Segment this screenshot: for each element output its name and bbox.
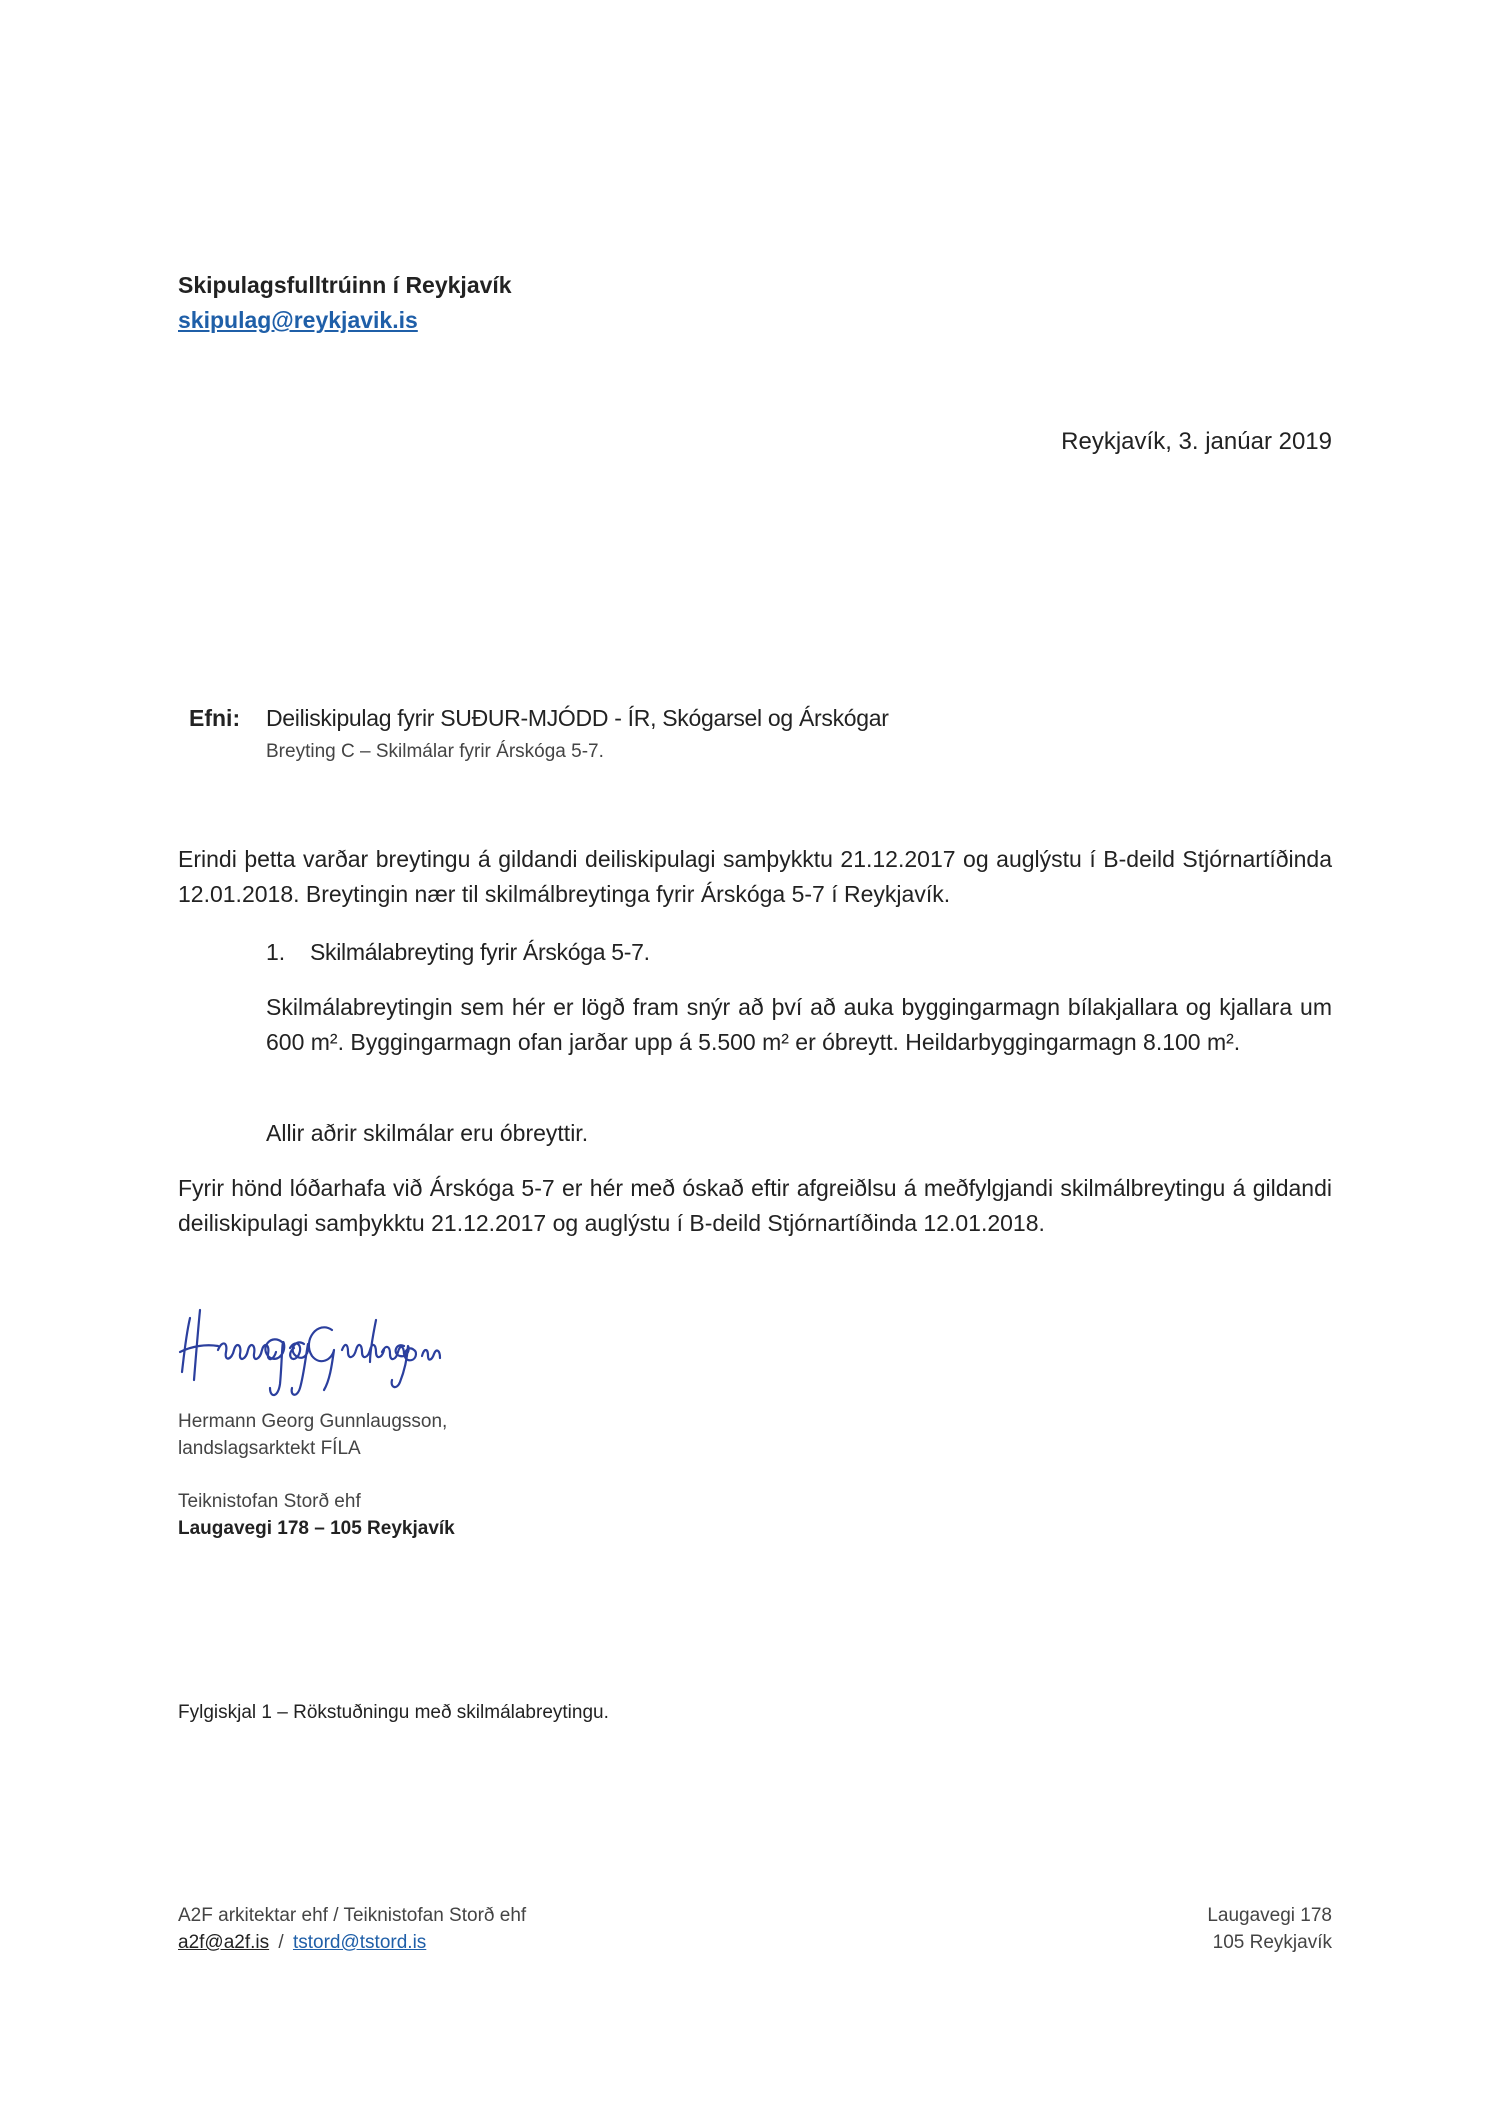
attachment-note: Fylgiskjal 1 – Rökstuðningu með skilmálabreytingu. [178,1702,609,1723]
intro-paragraph: Erindi þetta varðar breytingu á gildandi deiliskipulagi samþykktu 21.12.2017 og auglýstu í B-deild Stjórnartíðinda 12.01.2018. Breytingin nær til skilmálbreytinga fyrir Árskóga 5-7 í Reykjavík. [178,846,1332,907]
item-number: 1. [266,939,286,965]
closing-paragraph: Fyrir hönd lóðarhafa við Árskóga 5-7 er hér með óskað eftir afgreiðlsu á meðfylgjandi skilmálbreytingu á gildandi deiliskipulagi samþykktu 21.12.2017 og auglýstu í B-deild Stjórnartíðinda 12.01.2018. [178,1175,1332,1236]
footer-address-street: Laugavegi 178 [1207,1905,1332,1926]
footer-email-a2f[interactable]: a2f@a2f.is [178,1932,270,1953]
item-paragraph: Skilmálabreytingin sem hér er lögð fram snýr að því að auka byggingarmagn bílakjallara og kjallara um 600 m². Byggingarmagn ofan jarðar upp á 5.500 m² er óbreytt. Heildarbyggingarmagn 8.100 m². [266,994,1332,1055]
subject-title: Deiliskipulag fyrir SUÐUR-MJÓDD - ÍR, Skógarsel og Árskógar [266,705,889,731]
item-heading [310,935,650,970]
footer-company: A2F arkitektar ehf / Teiknistofan Storð ehf [178,1905,527,1926]
signer-company: Teiknistofan Storð ehf [178,1491,361,1512]
date-line: Reykjavík, 3. janúar 2019 [1061,428,1332,455]
footer-emails [178,1929,426,1956]
signature-svg [172,1300,442,1410]
subject-label: Efni: [189,705,241,731]
footer-address-city: 105 Reykjavík [1212,1932,1332,1953]
recipient-email-link[interactable]: skipulag@reykjavik.is [178,307,418,333]
recipient-name: Skipulagsfulltrúinn í Reykjavík [178,272,512,298]
signer-title: landslagsarktekt FÍLA [178,1438,361,1459]
item-title-suffix: . [643,939,651,965]
subject-subtitle: Breyting C – Skilmálar fyrir Árskóga 5-7. [266,741,604,762]
signer-address: Laugavegi 178 – 105 Reykjavík [178,1518,455,1539]
footer-email-tstord[interactable]: tstord@tstord.is [292,1932,427,1953]
handwritten-signature [172,1300,442,1410]
footer-email-separator: / [278,1932,284,1953]
item-note: Allir aðrir skilmálar eru óbreyttir. [266,1120,589,1146]
item-title: Skilmálabreyting fyrir Árskóga 5-7 [310,939,644,965]
signer-name: Hermann Georg Gunnlaugsson, [178,1411,448,1432]
